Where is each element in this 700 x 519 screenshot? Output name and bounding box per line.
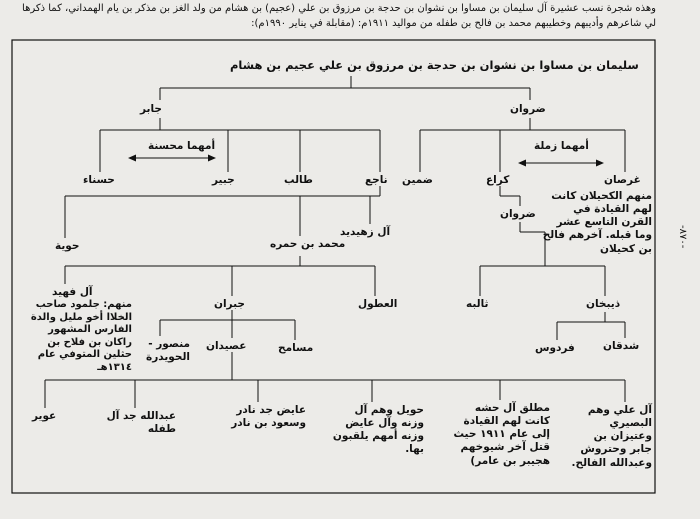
node-dhumain: ضمين (402, 174, 433, 186)
node-kurai: كراع (486, 174, 510, 186)
note-abdullah: عبدالله جد آل طفله (106, 410, 176, 436)
node-firdous: فردوس (535, 342, 575, 354)
node-jubran: جبران (214, 298, 245, 310)
page-number: -٨٧٠- (677, 225, 688, 249)
note-al-ali: آل علي وهم البصيري وعتيزان بن جابر وحتروش وعبدالله الفالح. (571, 404, 652, 469)
node-awir: عوير (32, 410, 57, 422)
node-hasnaa: حسناء (83, 174, 115, 186)
node-root: سليمان بن مساوا بن نشوان بن حدجة بن مرزوق بن علي عجيم بن هشام (230, 58, 639, 72)
node-al-atwal: العطول (358, 298, 398, 310)
node-najeh: ناجع (365, 174, 388, 186)
note-huwail: حويل وهم آل وزنه وآل عايض وزنه أمهم يلقبون بها. (332, 404, 424, 456)
node-talib: طالب (284, 174, 313, 186)
node-al-zahbid: آل زهيديد (340, 226, 391, 238)
node-dhurwan-2: ضروان (500, 208, 536, 220)
node-jaber: جابر (140, 103, 162, 115)
node-usaidan: عصيدان (206, 340, 247, 352)
node-jubair: جبير (212, 174, 235, 186)
node-shidqan: شدقان (603, 340, 640, 352)
note-ayidh: عايض جد نادر وسعود بن نادر (231, 404, 306, 430)
intro-paragraph: وهذه شجرة نسب عشيرة آل سليمان بن مساوا بن نشوان بن حدجة بن مرزوق بن علي (عجيم) بن هشام من ولد الغز بن مذكر بن يام الهمداني، كما ذكرها لي شاعرهم وأديبهم وخطيبهم محمد بن فالح بن طفله من مواليد ١٩١١م: (مقابلة في يناير ١٩٩٠م): (22, 3, 656, 29)
label-mother-zamla: أمهما زملة (534, 140, 589, 152)
node-dhibhan: ذيبخان (586, 298, 621, 310)
note-al-fahid: منهم: جلمود صاحب الخلاا أخو مليل والدة الفارس المشهور راكان بن فلاح بن حثلين المتوفي عام ١٣١٤هـ (30, 299, 132, 373)
node-mansour-huwaidura: منصور - الحويدرة (146, 338, 190, 364)
node-dhurwan: ضروان (510, 103, 546, 115)
node-al-fahid: آل فهيد (52, 286, 93, 298)
node-masamih: مسامح (278, 342, 314, 354)
node-muhammad-bin-hamra: محمد بن حمره (270, 238, 346, 250)
node-ghurisan: غرصان (604, 174, 641, 186)
node-thaliba: ثالبه (466, 298, 489, 310)
note-kahilan: منهم الكحيلان كانت لهم القيادة في القرن التاسع عشر وما قبله. آخرهم فالح بن كحيلان (542, 190, 652, 255)
node-hawiya: حوية (55, 240, 80, 252)
note-mutlaq: مطلق آل حشه كانت لهم القيادة إلى عام ١٩١١ حيث قتل آخر شيوخهم هجيبر بن عامر) (453, 402, 550, 467)
label-mother-muhsina: أمهما محسنة (148, 140, 216, 152)
